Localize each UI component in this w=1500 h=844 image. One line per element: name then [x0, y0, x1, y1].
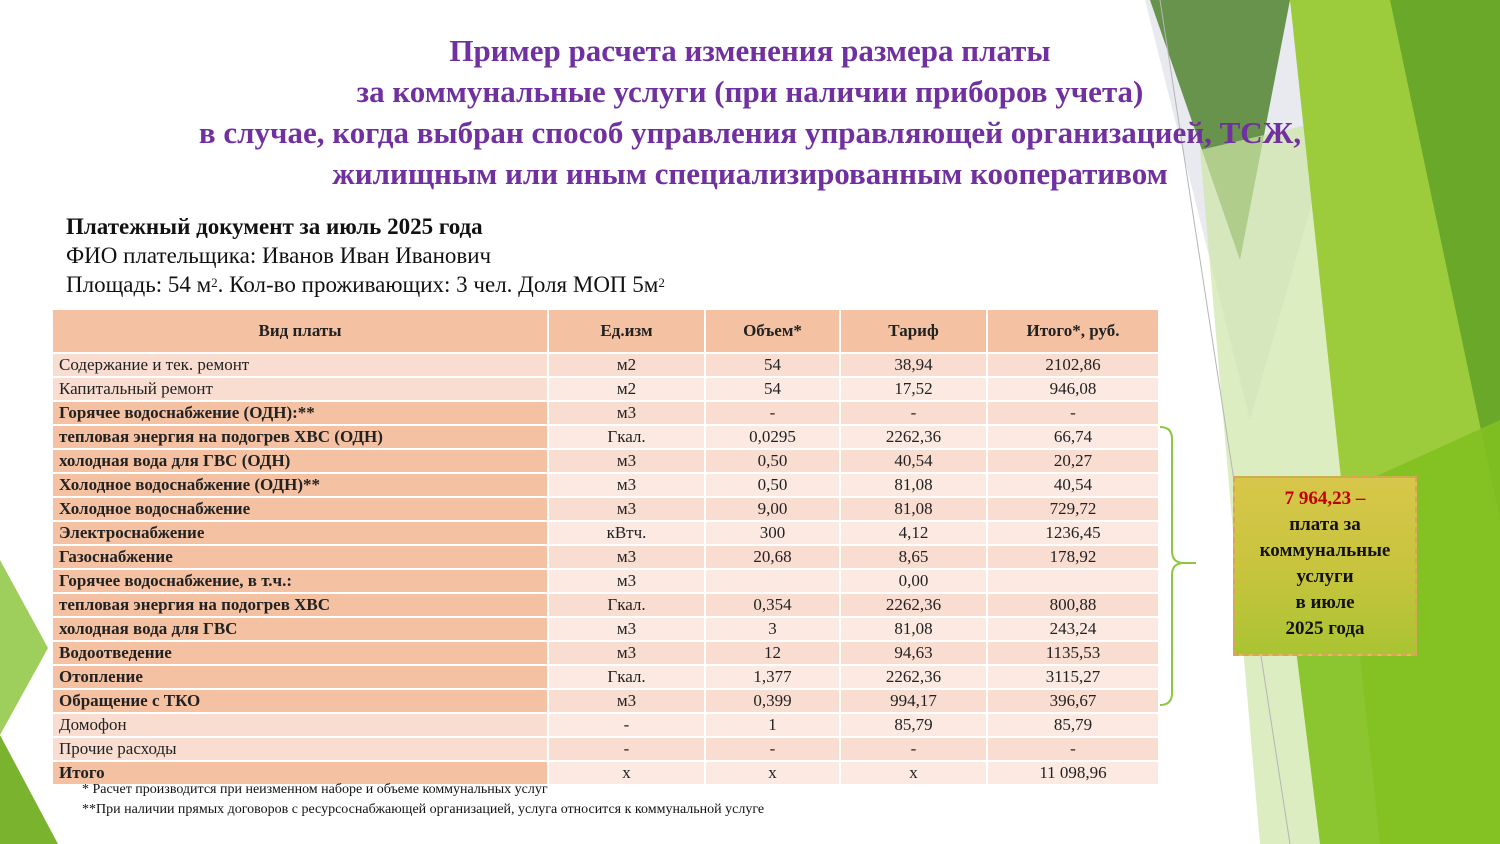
cell-name: Горячее водоснабжение (ОДН):**: [52, 401, 548, 425]
cell-volume: 3: [705, 617, 840, 641]
cell-total: 729,72: [987, 497, 1159, 521]
cell-volume: 9,00: [705, 497, 840, 521]
cell-tariff: 994,17: [840, 689, 987, 713]
table-row: [52, 545, 1159, 569]
cell-unit: м3: [548, 401, 705, 425]
summary-amount: 7 964,23 –: [1284, 488, 1366, 509]
cell-name: холодная вода для ГВС (ОДН): [52, 449, 548, 473]
cell-volume: 0,50: [705, 449, 840, 473]
cell-unit: -: [548, 737, 705, 761]
cell-total: [987, 569, 1159, 593]
payment-table: [51, 308, 1160, 786]
slide-title: [100, 30, 1400, 194]
cell-tariff: 85,79: [840, 713, 987, 737]
cell-volume: 0,354: [705, 593, 840, 617]
cell-total: 396,67: [987, 689, 1159, 713]
summary-line-5: 2025 года: [1285, 618, 1365, 639]
cell-name: Прочие расходы: [52, 737, 548, 761]
cell-volume: 300: [705, 521, 840, 545]
cell-name: Содержание и тек. ремонт: [52, 353, 548, 377]
cell-name: Холодное водоснабжение (ОДН)**: [52, 473, 548, 497]
cell-unit: м3: [548, 641, 705, 665]
cell-unit: Гкал.: [548, 593, 705, 617]
cell-unit: м2: [548, 353, 705, 377]
cell-tariff: 4,12: [840, 521, 987, 545]
left-green-triangle-top: [0, 560, 48, 735]
table-row: [52, 353, 1159, 377]
cell-name: тепловая энергия на подогрев ХВС (ОДН): [52, 425, 548, 449]
area-info: [66, 270, 665, 299]
table-row: [52, 737, 1159, 761]
cell-name: Водоотведение: [52, 641, 548, 665]
title-line-2: за коммунальные услуги (при наличии приборов учета): [356, 74, 1144, 109]
cell-tariff: 81,08: [840, 473, 987, 497]
cell-unit: м3: [548, 569, 705, 593]
footnotes: [82, 780, 764, 820]
area-text-1: Площадь: 54 м: [66, 272, 212, 297]
cell-total: 800,88: [987, 593, 1159, 617]
cell-name: Холодное водоснабжение: [52, 497, 548, 521]
area-superscript-1: 2: [211, 275, 218, 290]
cell-tariff: 40,54: [840, 449, 987, 473]
cell-total: -: [987, 401, 1159, 425]
cell-volume: 1,377: [705, 665, 840, 689]
cell-volume: 54: [705, 377, 840, 401]
cell-volume: 0,0295: [705, 425, 840, 449]
table-row: [52, 641, 1159, 665]
cell-total: -: [987, 737, 1159, 761]
document-heading: Платежный документ за июль 2025 года: [66, 214, 483, 239]
table-row: [52, 665, 1159, 689]
document-info: [66, 212, 665, 299]
cell-tariff: 38,94: [840, 353, 987, 377]
cell-unit: м3: [548, 449, 705, 473]
cell-total: 20,27: [987, 449, 1159, 473]
cell-total: 40,54: [987, 473, 1159, 497]
cell-tariff: 2262,36: [840, 425, 987, 449]
cell-tariff: 81,08: [840, 617, 987, 641]
summary-line-1: плата за: [1289, 514, 1361, 535]
cell-tariff: 81,08: [840, 497, 987, 521]
cell-total: 2102,86: [987, 353, 1159, 377]
table-row: [52, 713, 1159, 737]
cell-volume: 12: [705, 641, 840, 665]
cell-total: 1135,53: [987, 641, 1159, 665]
cell-tariff: -: [840, 737, 987, 761]
table-row: [52, 401, 1159, 425]
table-row: [52, 449, 1159, 473]
cell-unit: м3: [548, 545, 705, 569]
cell-volume: х: [705, 761, 840, 785]
table-body: [52, 353, 1159, 785]
table-header-row: [52, 309, 1159, 353]
cell-tariff: 0,00: [840, 569, 987, 593]
cell-volume: -: [705, 401, 840, 425]
table-row: [52, 497, 1159, 521]
header-total: Итого*, руб.: [987, 309, 1159, 353]
cell-total: 243,24: [987, 617, 1159, 641]
cell-total: 946,08: [987, 377, 1159, 401]
table-row: [52, 425, 1159, 449]
cell-volume: 0,399: [705, 689, 840, 713]
cell-unit: м3: [548, 689, 705, 713]
table-row: [52, 569, 1159, 593]
cell-tariff: 2262,36: [840, 665, 987, 689]
cell-name: Электроснабжение: [52, 521, 548, 545]
cell-unit: -: [548, 713, 705, 737]
cell-unit: х: [548, 761, 705, 785]
summary-line-3: услуги: [1296, 566, 1354, 587]
cell-volume: 20,68: [705, 545, 840, 569]
table-row: [52, 521, 1159, 545]
cell-tariff: -: [840, 401, 987, 425]
table-row: [52, 377, 1159, 401]
cell-volume: 54: [705, 353, 840, 377]
header-service: Вид платы: [52, 309, 548, 353]
cell-unit: м3: [548, 473, 705, 497]
cell-total: 85,79: [987, 713, 1159, 737]
cell-total: 11 098,96: [987, 761, 1159, 785]
cell-name: Итого: [52, 761, 548, 785]
cell-name: Отопление: [52, 665, 548, 689]
cell-total: 66,74: [987, 425, 1159, 449]
left-green-triangle-bottom: [0, 735, 58, 844]
cell-volume: [705, 569, 840, 593]
table-row: [52, 473, 1159, 497]
cell-tariff: 2262,36: [840, 593, 987, 617]
summary-box: [1233, 476, 1417, 656]
title-line-1: Пример расчета изменения размера платы: [449, 33, 1051, 68]
cell-tariff: х: [840, 761, 987, 785]
cell-tariff: 8,65: [840, 545, 987, 569]
cell-unit: Гкал.: [548, 665, 705, 689]
area-text-2: . Кол-во проживающих: 3 чел. Доля МОП 5м: [217, 272, 659, 297]
title-line-3: в случае, когда выбран способ управления управляющей организацией, ТСЖ,: [198, 115, 1302, 150]
header-tariff: Тариф: [840, 309, 987, 353]
cell-name: холодная вода для ГВС: [52, 617, 548, 641]
cell-volume: 0,50: [705, 473, 840, 497]
cell-name: Домофон: [52, 713, 548, 737]
cell-tariff: 94,63: [840, 641, 987, 665]
table-row: [52, 593, 1159, 617]
cell-tariff: 17,52: [840, 377, 987, 401]
cell-total: 178,92: [987, 545, 1159, 569]
cell-unit: м3: [548, 497, 705, 521]
footnote-2: **При наличии прямых договоров с ресурсоснабжающей организацией, услуга относится к коммунальной услуге: [82, 802, 765, 817]
payer-name: ФИО плательщика: Иванов Иван Иванович: [66, 243, 492, 268]
cell-unit: м3: [548, 617, 705, 641]
cell-total: 3115,27: [987, 665, 1159, 689]
header-volume: Объем*: [705, 309, 840, 353]
summary-line-4: в июле: [1295, 592, 1355, 613]
summary-line-2: коммунальные: [1259, 540, 1391, 561]
footnote-1: * Расчет производится при неизменном наборе и объеме коммунальных услуг: [82, 782, 548, 797]
cell-total: 1236,45: [987, 521, 1159, 545]
title-line-4: жилищным или иным специализированным кооперативом: [332, 156, 1168, 191]
cell-volume: 1: [705, 713, 840, 737]
cell-name: Обращение с ТКО: [52, 689, 548, 713]
cell-unit: Гкал.: [548, 425, 705, 449]
cell-unit: м2: [548, 377, 705, 401]
header-unit: Ед.изм: [548, 309, 705, 353]
area-superscript-2: 2: [658, 275, 665, 290]
brace-path: [1160, 427, 1184, 705]
curly-brace: [1158, 425, 1198, 707]
table-row: [52, 617, 1159, 641]
cell-unit: кВтч.: [548, 521, 705, 545]
cell-name: тепловая энергия на подогрев ХВС: [52, 593, 548, 617]
table-row: [52, 689, 1159, 713]
cell-name: Капитальный ремонт: [52, 377, 548, 401]
cell-volume: -: [705, 737, 840, 761]
cell-name: Горячее водоснабжение, в т.ч.:: [52, 569, 548, 593]
cell-name: Газоснабжение: [52, 545, 548, 569]
